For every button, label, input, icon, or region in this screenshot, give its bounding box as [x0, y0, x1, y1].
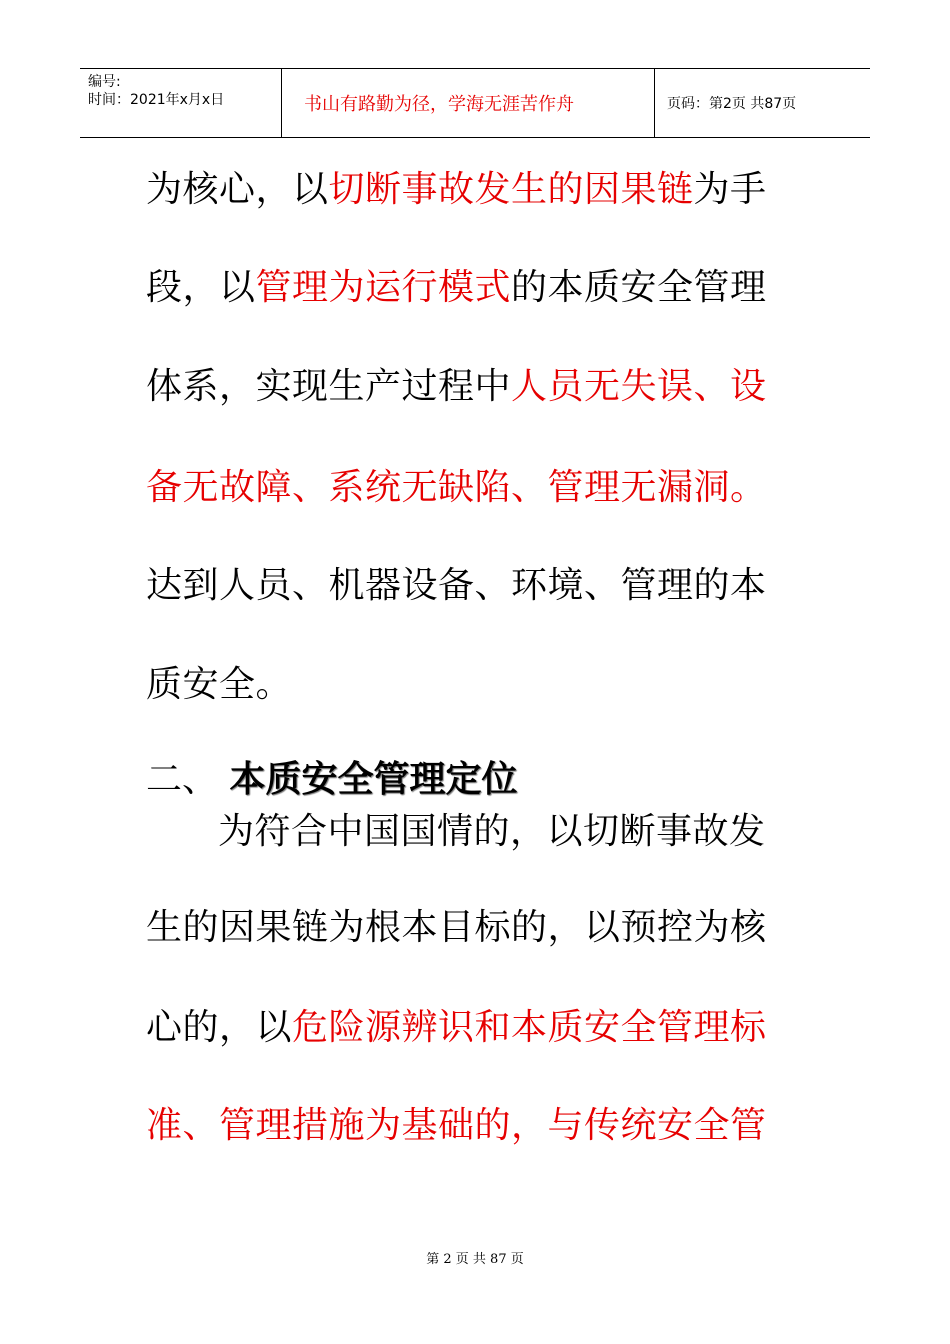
header-page-info: 页码：第2页 共87页	[667, 96, 797, 112]
number-label: 编号:	[88, 74, 121, 90]
body-line-8	[218, 812, 766, 852]
page-footer: 第 2 页 共 87 页	[426, 1252, 524, 1267]
section-title: 本质安全管理定位	[229, 759, 518, 800]
text-segment: 生的因果链为根本目标的，以预控为核	[146, 907, 767, 948]
body-line-10	[146, 1008, 767, 1048]
body-line-11	[146, 1106, 767, 1146]
text-segment: 段，以	[146, 267, 256, 308]
highlight-segment: 备无故障、系统无缺陷、管理无漏洞。	[146, 467, 767, 508]
time-label: 时间：2021年x月x日	[88, 92, 225, 108]
body-line-5	[146, 566, 767, 606]
text-segment: 为核心，以	[146, 169, 329, 210]
text-segment: 达到人员、机器设备、环境、管理的本	[146, 565, 767, 606]
highlight-segment: 管理为运行模式	[255, 267, 512, 308]
body-line-6	[146, 665, 292, 705]
text-segment: 为符合中国国情的，以切断事故发	[218, 811, 766, 852]
body-line-1	[146, 170, 767, 210]
highlight-segment: 切断事故发生的因果链	[328, 169, 694, 210]
body-line-9	[146, 908, 767, 948]
header-meta	[80, 69, 282, 137]
header-motto: 书山有路勤为径，学海无涯苦作舟	[282, 69, 655, 137]
page-header	[80, 68, 870, 138]
text-segment: 为手	[693, 169, 767, 210]
highlight-segment: 准、管理措施为基础的，与传统安全管	[146, 1105, 767, 1146]
text-segment: 体系，实现生产过程中	[146, 366, 512, 407]
text-segment: 质安全。	[146, 664, 293, 705]
body-line-4	[146, 468, 767, 508]
section-number: 二、	[146, 759, 219, 800]
highlight-segment: 人员无失误、设	[511, 366, 767, 407]
body-line-3	[146, 367, 767, 407]
section-heading	[146, 760, 517, 800]
body-line-2	[146, 268, 767, 308]
highlight-segment: 危险源辨识和本质安全管理标	[292, 1007, 767, 1048]
text-segment: 心的，以	[146, 1007, 293, 1048]
text-segment: 的本质安全管理	[511, 267, 767, 308]
